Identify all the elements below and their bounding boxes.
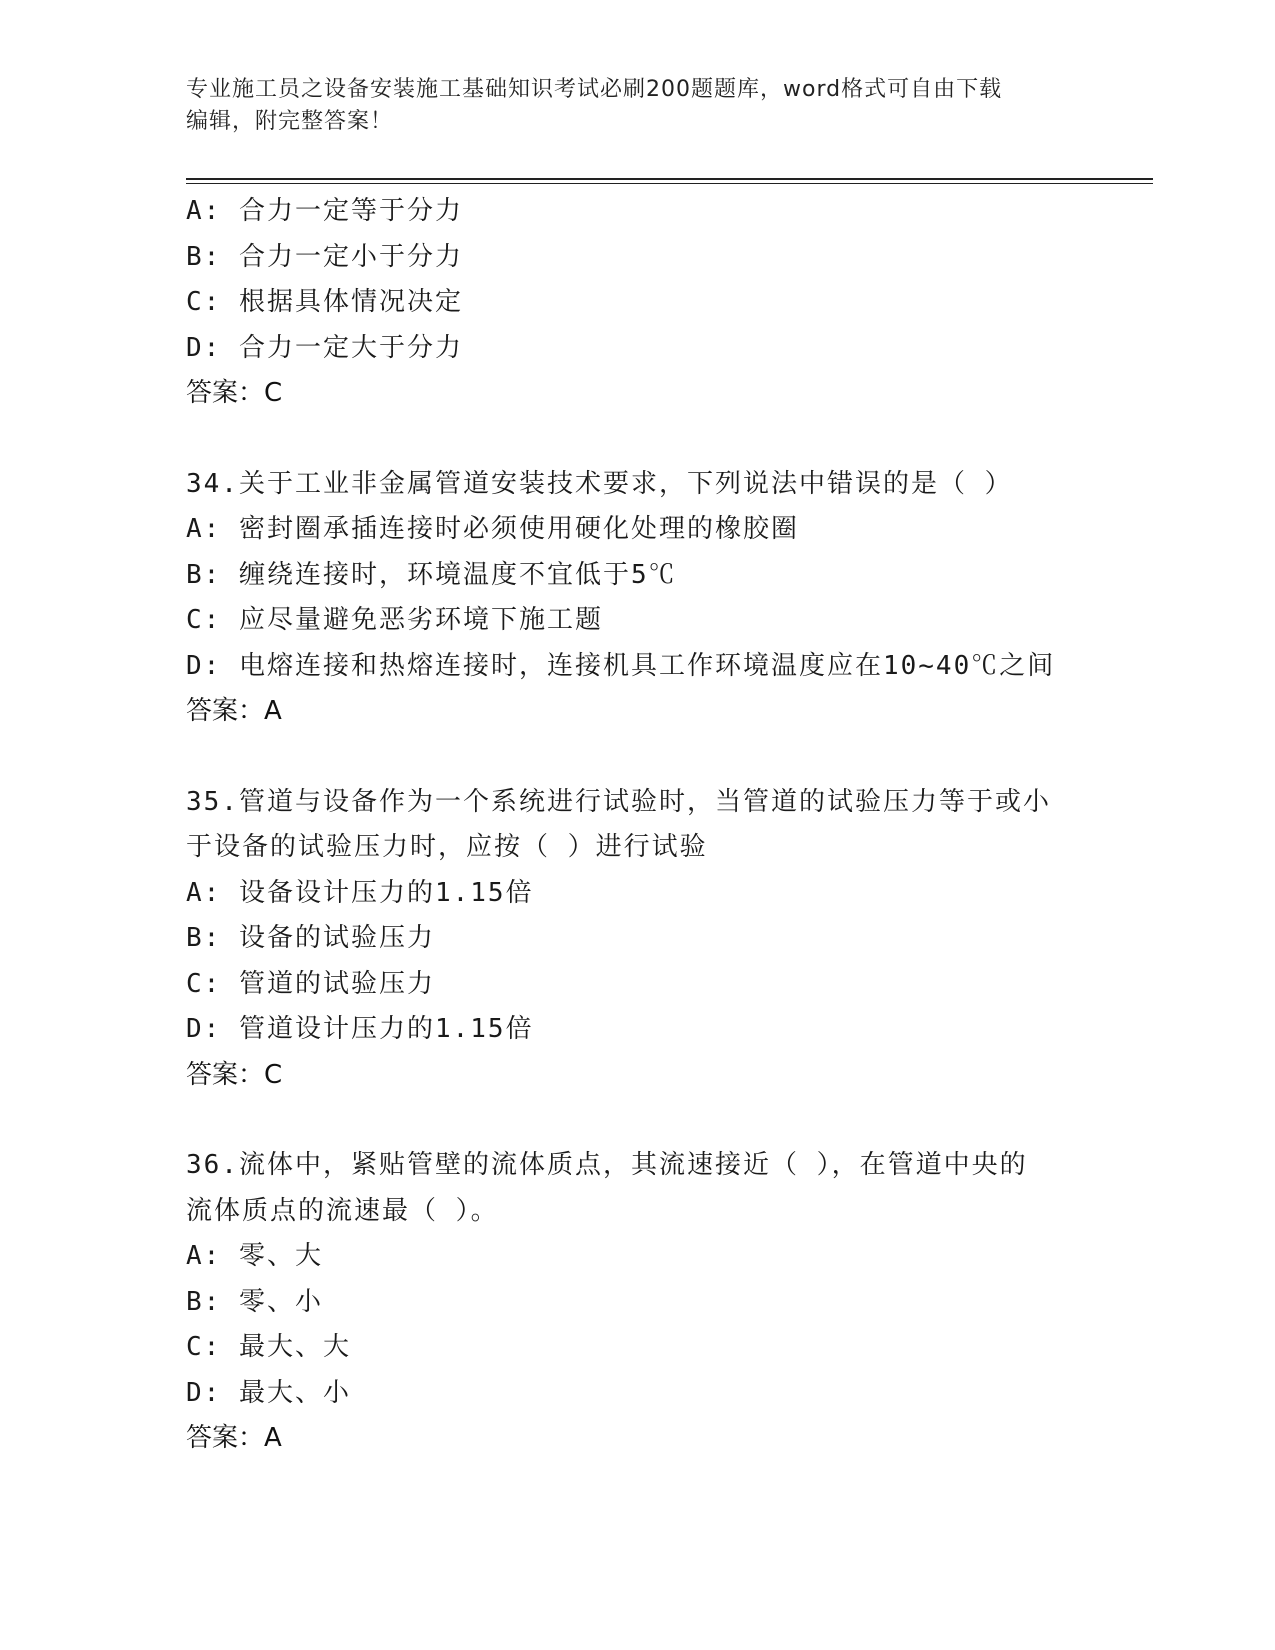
question-stem-line1: 35.管道与设备作为一个系统进行试验时，当管道的试验压力等于或小 [186, 786, 1051, 817]
question-stem: 34.关于工业非金属管道安装技术要求，下列说法中错误的是（ ） [186, 468, 1013, 499]
answer-label: 答案：A [186, 696, 282, 726]
question-33-continued [186, 189, 1086, 417]
question-stem-line2: 于设备的试验压力时，应按（ ）进行试验 [186, 832, 708, 862]
header-divider-thin [186, 183, 1153, 184]
option-d: D: 最大、小 [186, 1377, 351, 1408]
option-d: D: 管道设计压力的1.15倍 [186, 1014, 534, 1044]
option-d: D: 合力一定大于分力 [186, 332, 463, 363]
option-b: B: 设备的试验压力 [186, 923, 435, 953]
option-c: C: 管道的试验压力 [186, 968, 435, 999]
header-title-line2: 编辑，附完整答案！ [186, 109, 394, 134]
document-header [186, 74, 1066, 138]
answer-label: 答案：A [186, 1423, 282, 1453]
option-b: B: 零、小 [186, 1286, 323, 1317]
option-b: B: 缠绕连接时，环境温度不宜低于5℃ [186, 559, 677, 590]
header-title-line1: 专业施工员之设备安装施工基础知识考试必刷200题题库，word格式可自由下载 [186, 77, 1003, 102]
option-d: D: 电熔连接和热熔连接时，连接机具工作环境温度应在10~40℃之间 [186, 650, 1056, 681]
option-b: B: 合力一定小于分力 [186, 241, 463, 272]
question-list [186, 189, 1086, 1462]
question-35 [186, 780, 1086, 1099]
option-c: C: 最大、大 [186, 1332, 351, 1362]
question-stem-line2: 流体质点的流速最（ ）。 [186, 1195, 499, 1226]
header-divider-thick [186, 178, 1153, 180]
answer-label: 答案：C [186, 378, 283, 408]
option-a: A: 零、大 [186, 1241, 323, 1271]
option-a: A: 密封圈承插连接时必须使用硬化处理的橡胶圈 [186, 514, 799, 544]
option-a: A: 合力一定等于分力 [186, 196, 463, 226]
question-36 [186, 1143, 1086, 1462]
answer-label: 答案：C [186, 1059, 283, 1090]
option-a: A: 设备设计压力的1.15倍 [186, 877, 534, 908]
question-stem-line1: 36.流体中，紧贴管壁的流体质点，其流速接近（ ），在管道中央的 [186, 1150, 1028, 1180]
question-34 [186, 462, 1086, 735]
option-c: C: 根据具体情况决定 [186, 287, 463, 317]
option-c: C: 应尽量避免恶劣环境下施工题 [186, 605, 603, 635]
